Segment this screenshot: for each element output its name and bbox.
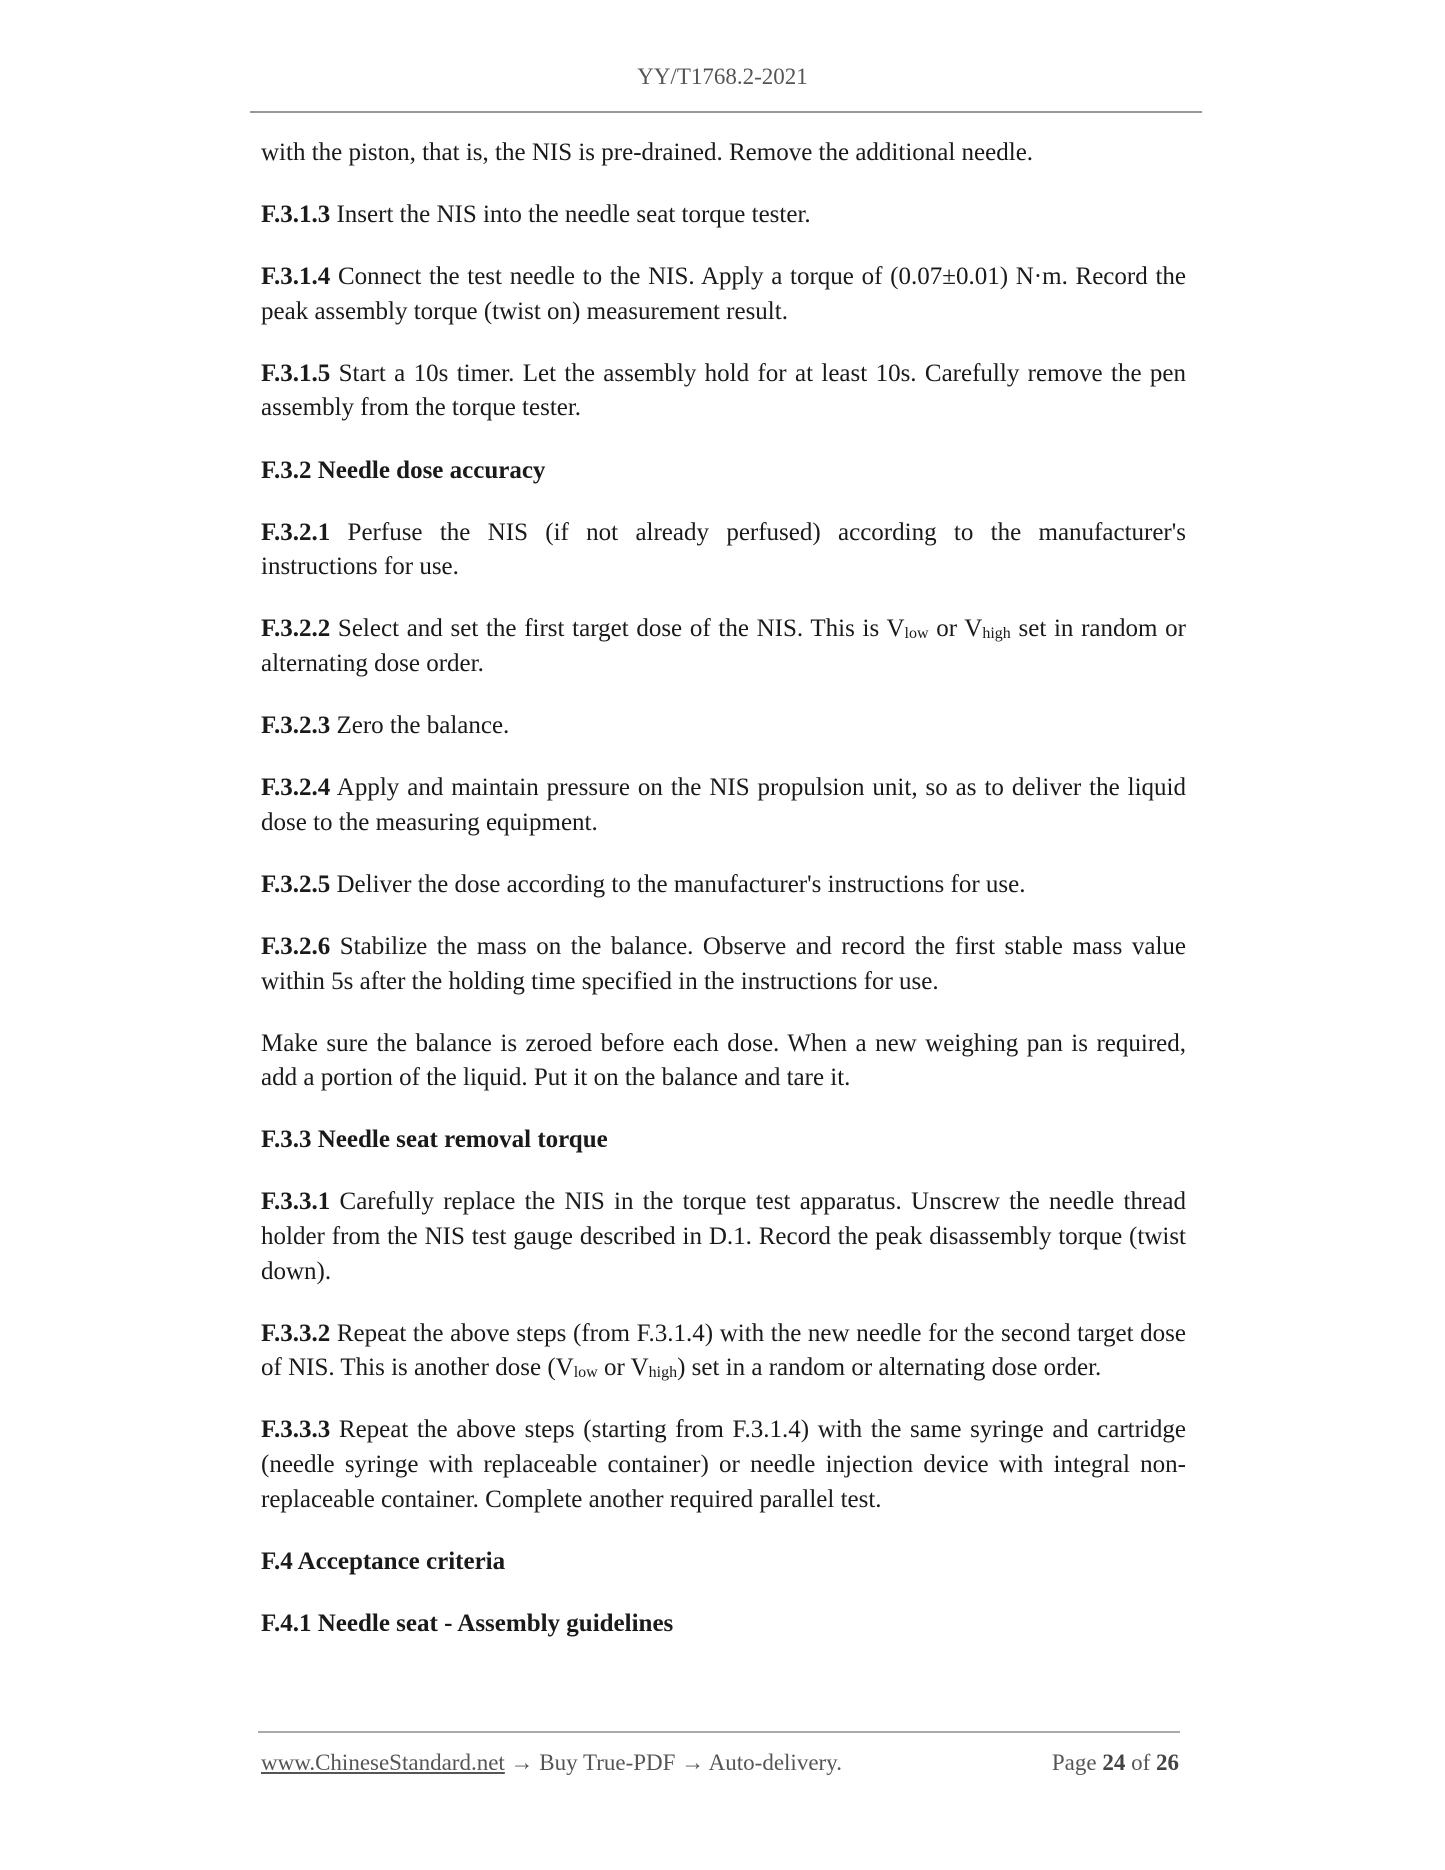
of-label: of <box>1131 1750 1151 1775</box>
heading-text: F.4.1 Needle seat - Assembly guidelines <box>261 1609 674 1637</box>
header-divider <box>250 111 1202 113</box>
clause-number: F.3.3.3 <box>261 1416 331 1444</box>
paragraph-text: ) set in a random or alternating dose order. <box>677 1354 1102 1382</box>
paragraph-text: Insert the NIS into the needle seat torque tester. <box>330 201 811 229</box>
section-heading <box>261 1123 1186 1158</box>
paragraph-text: Connect the test needle to the NIS. Apply a torque of (0.07±0.01) N·m. Record the peak assembly torque (twist on) measurement result. <box>261 263 1186 325</box>
paragraph <box>261 198 1186 233</box>
paragraph <box>261 1185 1186 1289</box>
paragraph <box>261 136 1186 171</box>
page-label: Page <box>1051 1750 1097 1775</box>
subscript: high <box>648 1364 678 1382</box>
current-page: 24 <box>1102 1750 1126 1775</box>
paragraph <box>261 612 1186 681</box>
paragraph <box>261 709 1186 744</box>
clause-number: F.3.2.4 <box>261 774 331 802</box>
paragraph-text: Perfuse the NIS (if not already perfused) according to the manufacturer's instructions for use. <box>261 518 1186 581</box>
subscript: low <box>904 625 929 643</box>
paragraph-text: set in random or alternating dose order. <box>261 615 1186 677</box>
paragraph <box>261 771 1186 840</box>
paragraph-text: Stabilize the mass on the balance. Observe and record the first stable mass value within 5s after the holding time specified in the instructions for use. <box>261 932 1186 995</box>
section-heading <box>261 1607 1186 1642</box>
paragraph-text: or V <box>597 1354 649 1382</box>
clause-number: F.3.1.3 <box>261 201 331 229</box>
clause-number: F.3.1.4 <box>261 263 331 291</box>
paragraph <box>261 1317 1186 1386</box>
paragraph <box>261 516 1186 585</box>
paragraph <box>261 357 1186 426</box>
paragraph-text: Carefully replace the NIS in the torque test apparatus. Unscrew the needle thread holder from the NIS test gauge described in D.1. Record the peak disassembly torque (twist down). <box>261 1188 1186 1285</box>
paragraph-text: Make sure the balance is zeroed before each dose. When a new weighing pan is required, add a portion of the liquid. Put it on the balance and tare it. <box>261 1029 1186 1092</box>
page-footer <box>261 1750 1179 1776</box>
clause-number: F.3.2.2 <box>261 615 331 643</box>
clause-number: F.3.3.1 <box>261 1188 331 1216</box>
paragraph <box>261 930 1186 999</box>
footer-promo <box>261 1750 842 1776</box>
paragraph-text: Zero the balance. <box>330 712 510 740</box>
clause-number: F.3.3.2 <box>261 1319 331 1347</box>
total-pages: 26 <box>1156 1750 1179 1775</box>
clause-number: F.3.2.1 <box>261 518 331 546</box>
paragraph-text: Apply and maintain pressure on the NIS propulsion unit, so as to deliver the liquid dose to the measuring equipment. <box>261 774 1186 836</box>
paragraph <box>261 1027 1186 1096</box>
subscript: high <box>982 625 1011 643</box>
paragraph-text: Deliver the dose according to the manufacturer's instructions for use. <box>330 870 1026 898</box>
paragraph <box>261 1413 1186 1517</box>
clause-number: F.3.2.5 <box>261 870 331 898</box>
footer-delivery-text: → Auto-delivery. <box>681 1750 842 1775</box>
paragraph-text: with the piston, that is, the NIS is pre-drained. Remove the additional needle. <box>261 139 1034 166</box>
website-link[interactable]: www.ChineseStandard.net <box>261 1750 505 1775</box>
page-number <box>1052 1750 1179 1776</box>
paragraph-text: Repeat the above steps (starting from F.3.1.4) with the same syringe and cartridge (needle syringe with replaceable container) or needle injection device with integral non-replaceable container. Complete another required parallel test. <box>261 1416 1186 1513</box>
clause-number: F.3.2.3 <box>261 712 331 740</box>
paragraph <box>261 260 1186 329</box>
paragraph-text: Start a 10s timer. Let the assembly hold for at least 10s. Carefully remove the pen assembly from the torque tester. <box>261 359 1186 422</box>
paragraph-text: Repeat the above steps (from F.3.1.4) with the new needle for the second target dose of NIS. This is another dose (V <box>261 1319 1186 1382</box>
footer-buy-text: → Buy True-PDF <box>504 1750 682 1775</box>
heading-text: F.4 Acceptance criteria <box>261 1547 506 1575</box>
clause-number: F.3.2.6 <box>261 932 331 960</box>
footer-divider <box>258 1731 1180 1733</box>
document-header-title: YY/T1768.2-2021 <box>637 64 808 89</box>
section-heading <box>261 454 1186 489</box>
paragraph-text: or V <box>928 615 983 643</box>
subscript: low <box>573 1364 598 1382</box>
document-body <box>261 136 1186 1669</box>
section-heading <box>261 1545 1186 1580</box>
paragraph-text: Select and set the first target dose of the NIS. This is V <box>330 615 905 643</box>
clause-number: F.3.1.5 <box>261 359 331 387</box>
paragraph <box>261 868 1186 903</box>
heading-text: F.3.3 Needle seat removal torque <box>261 1126 608 1154</box>
heading-text: F.3.2 Needle dose accuracy <box>261 456 546 484</box>
